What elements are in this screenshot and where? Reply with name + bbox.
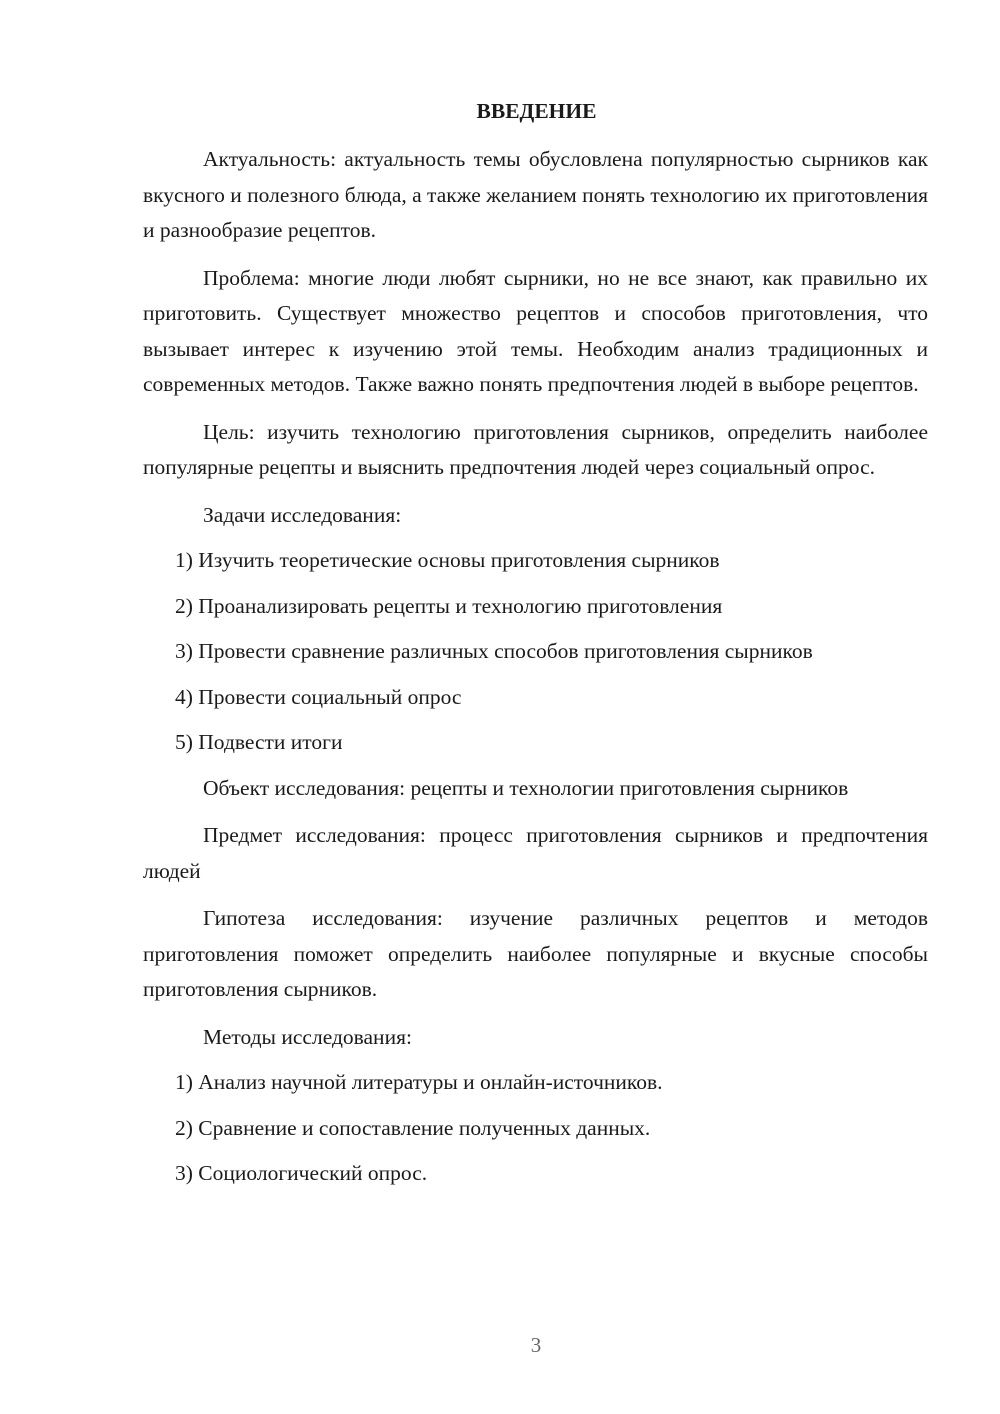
methods-heading: Методы исследования:: [203, 1024, 412, 1049]
task-item: 3) Провести сравнение различных способов приготовления сырников: [175, 639, 813, 663]
hypothesis-paragraph: Гипотеза исследования: изучение различных рецептов и методов приготовления поможет определить наиболее популярные и вкусные способы приготовления сырников.: [143, 906, 928, 1001]
problem-paragraph: Проблема: многие люди любят сырники, но не все знают, как правильно их приготовить. Существует множество рецептов и способов приготовления, что вызывает интерес к изучению этой темы. Необходим анализ традиционных и современных методов. Также важно понять предпочтения людей в выборе рецептов.: [143, 265, 928, 396]
tasks-heading: Задачи исследования:: [203, 502, 402, 527]
task-item: 1) Изучить теоретические основы приготовления сырников: [175, 548, 720, 572]
subject-paragraph: Предмет исследования: процесс приготовления сырников и предпочтения людей: [143, 823, 928, 883]
page-title: ВВЕДЕНИЕ: [476, 99, 597, 123]
object-paragraph: Объект исследования: рецепты и технологии приготовления сырников: [203, 775, 849, 800]
task-item: 4) Провести социальный опрос: [175, 684, 462, 709]
goal-paragraph: Цель: изучить технологию приготовления сырников, определить наиболее популярные рецепты и выяснить предпочтения людей через социальный опрос.: [143, 419, 928, 479]
method-item: 2) Сравнение и сопоставление полученных данных.: [175, 1115, 651, 1140]
method-item: 3) Социологический опрос.: [175, 1161, 428, 1185]
page-number: 3: [530, 1333, 542, 1357]
method-item: 1) Анализ научной литературы и онлайн-источников.: [175, 1070, 663, 1094]
task-item: 2) Проанализировать рецепты и технологию приготовления: [175, 593, 723, 618]
document-page: [143, 95, 928, 1202]
task-item: 5) Подвести итоги: [175, 730, 343, 754]
relevance-paragraph: Актуальность: актуальность темы обусловлена популярностью сырников как вкусного и полезного блюда, а также желанием понять технологию их приготовления и разнообразие рецептов.: [143, 147, 928, 242]
